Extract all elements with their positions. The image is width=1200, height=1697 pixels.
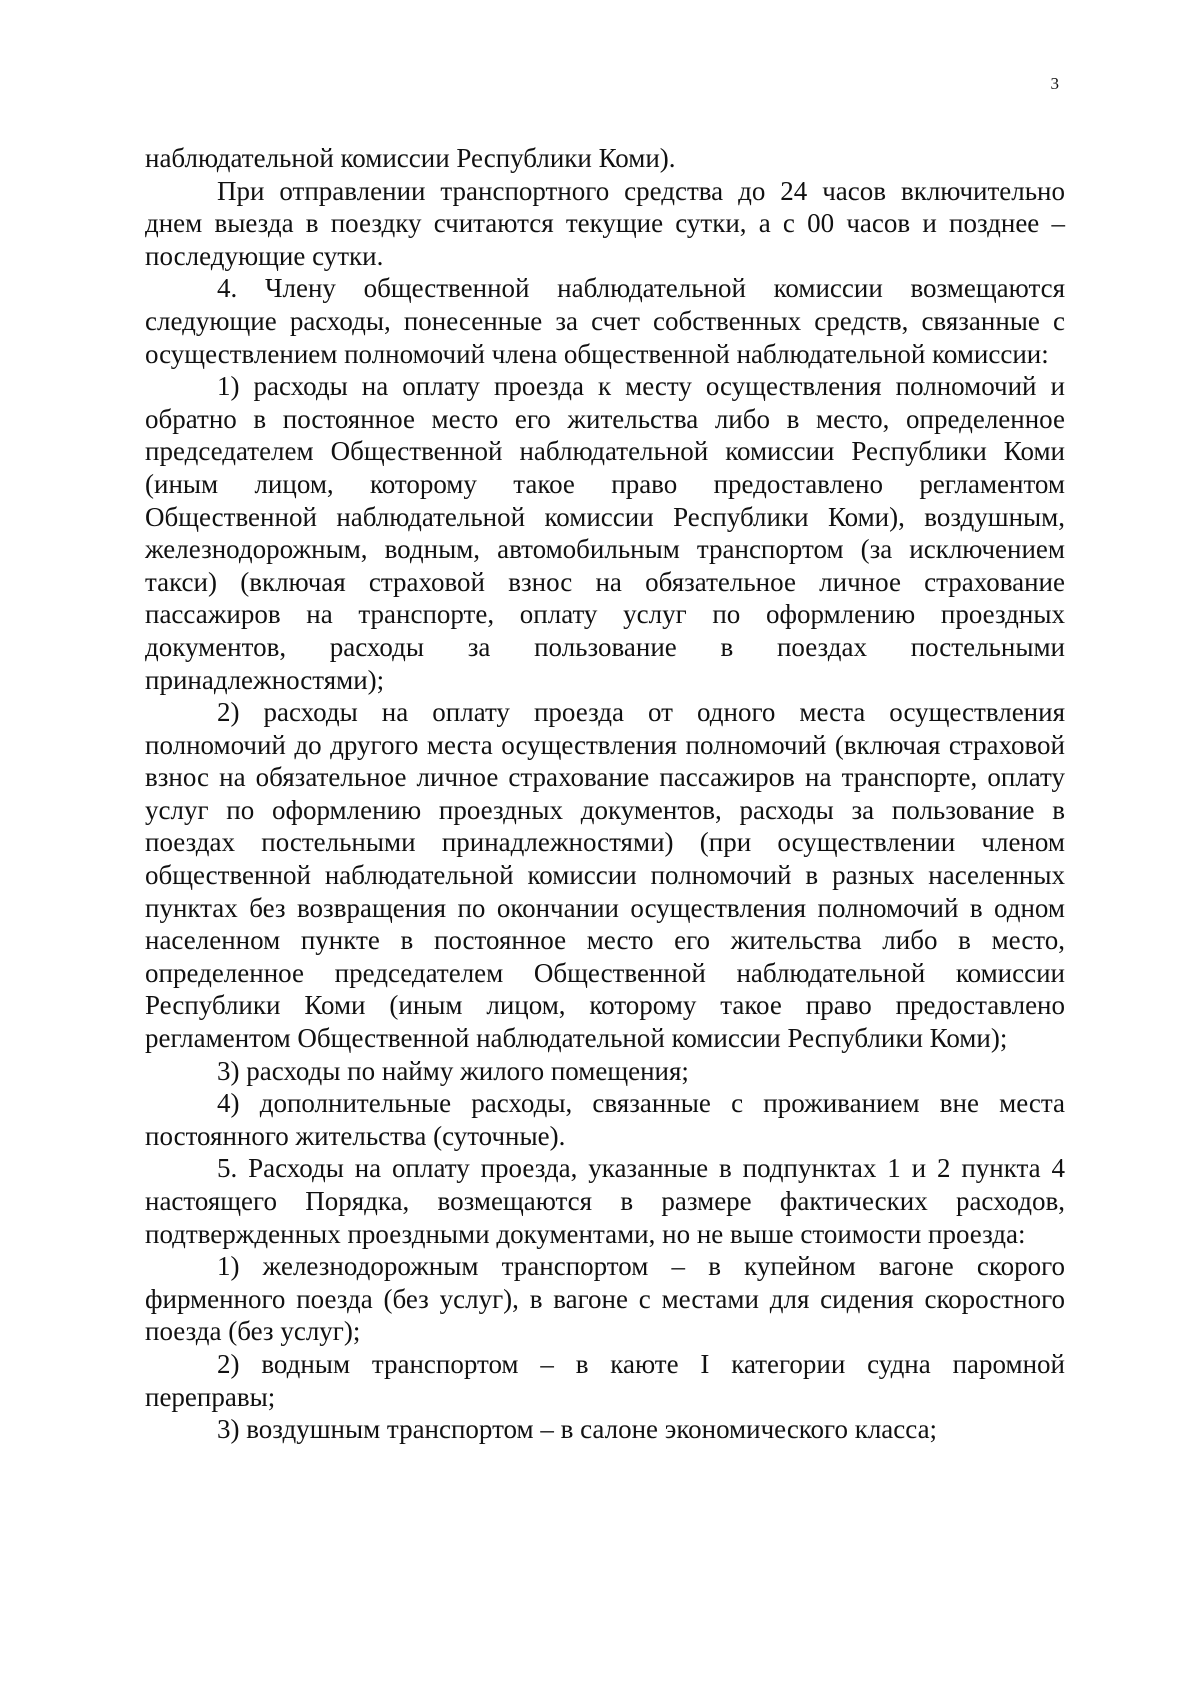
paragraph-item-4: 4. Члену общественной наблюдательной комиссии возмещаются следующие расходы, понесенные за счет собственных средств, связанные с осуществлением полномочий члена общественной наблюдательной комиссии: <box>145 273 1065 369</box>
paragraph-continuation: наблюдательной комиссии Республики Коми). <box>145 143 676 173</box>
paragraph-item-4-sub-3: 3) расходы по найму жилого помещения; <box>217 1055 689 1086</box>
document-body <box>145 142 1065 1446</box>
page-number: 3 <box>1050 74 1059 93</box>
paragraph-departure-day-rule: При отправлении транспортного средства до 24 часов включительно днем выезда в поездку считаются текущие сутки, а с 00 часов и позднее – последующие сутки. <box>145 175 1065 271</box>
paragraph-item-4-sub-2: 2) расходы на оплату проезда от одного места осуществления полномочий до другого места осуществления полномочий (включая страховой взнос на обязательное личное страхование пассажиров на транспорте, оплату услуг по оформлению проездных документов, расходы за пользование в поездах постельными принадлежностями) (при осуществлении членом общественной наблюдательной комиссии полномочий в разных населенных пунктах без возвращения по окончании осуществления полномочий в одном населенном пункте в постоянное место его жительства либо в место, определенное председателем Общественной наблюдательной комиссии Республики Коми (иным лицом, которому такое право предоставлено регламентом Общественной наблюдательной комиссии Республики Коми); <box>145 697 1065 1054</box>
paragraph-item-5-sub-2: 2) водным транспортом – в каюте I категории судна паромной переправы; <box>145 1348 1065 1412</box>
paragraph-item-5-sub-3: 3) воздушным транспортом – в салоне экономического класса; <box>217 1414 938 1445</box>
paragraph-item-4-sub-4: 4) дополнительные расходы, связанные с проживанием вне места постоянного жительства (суточные). <box>145 1088 1065 1151</box>
paragraph-item-5-sub-1: 1) железнодорожным транспортом – в купейном вагоне скорого фирменного поезда (без услуг), в вагоне с местами для сидения скоростного поезда (без услуг); <box>145 1251 1065 1347</box>
paragraph-item-4-sub-1: 1) расходы на оплату проезда к месту осуществления полномочий и обратно в постоянное место его жительства либо в место, определенное председателем Общественной наблюдательной комиссии Республики Коми (иным лицом, которому такое право предоставлено регламентом Общественной наблюдательной комиссии Республики Коми), воздушным, железнодорожным, водным, автомобильным транспортом (за исключением такси) (включая страховой взнос на обязательное личное страхование пассажиров на транспорте, оплату услуг по оформлению проездных документов, расходы за пользование в поездах постельными принадлежностями); <box>145 371 1065 695</box>
paragraph-item-5: 5. Расходы на оплату проезда, указанные в подпунктах 1 и 2 пункта 4 настоящего Порядка, возмещаются в размере фактических расходов, подтвержденных проездными документами, но не выше стоимости проезда: <box>145 1153 1065 1249</box>
